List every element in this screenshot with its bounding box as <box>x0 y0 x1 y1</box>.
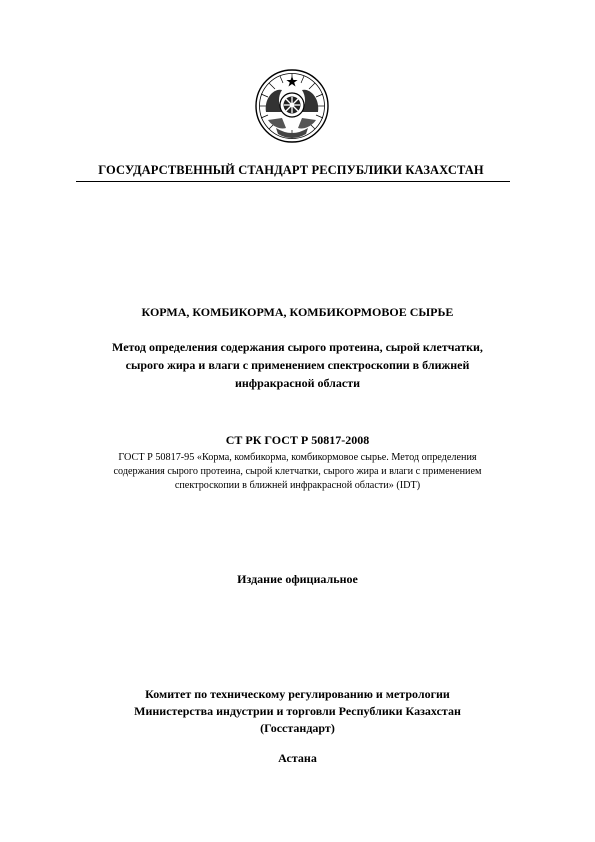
gost-reference-line: ГОСТ Р 50817-95 «Корма, комбикорма, комбикормовое сырье. Метод определения <box>118 452 477 463</box>
gost-reference <box>60 451 535 493</box>
document-title: КОРМА, КОМБИКОРМА, КОМБИКОРМОВОЕ СЫРЬЕ <box>141 305 454 319</box>
subtitle-line: сырого жира и влаги с применением спектроскопии в ближней <box>125 358 470 372</box>
standard-code: СТ РК ГОСТ Р 50817-2008 <box>225 433 370 447</box>
document-subtitle <box>60 338 535 392</box>
header-divider <box>76 181 510 182</box>
publication-city: Астана <box>278 751 317 765</box>
subtitle-line: инфракрасной области <box>234 376 361 390</box>
state-emblem-icon <box>252 68 332 146</box>
edition-label: Издание официальное <box>237 572 358 586</box>
subtitle-line: Метод определения содержания сырого протеина, сырой клетчатки, <box>112 340 483 354</box>
publisher-line: (Госстандарт) <box>260 721 335 735</box>
publisher-line: Комитет по техническому регулированию и метрологии <box>145 687 450 701</box>
gost-reference-line: содержания сырого протеина, сырой клетчатки, сырого жира и влаги с применением <box>113 466 482 477</box>
publisher-line: Министерства индустрии и торговли Республики Казахстан <box>134 704 461 718</box>
header-title: ГОСУДАРСТВЕННЫЙ СТАНДАРТ РЕСПУБЛИКИ КАЗАХСТАН <box>98 163 484 177</box>
publisher-block <box>60 686 535 737</box>
gost-reference-line: спектроскопии в ближней инфракрасной области» (IDT) <box>174 480 421 491</box>
